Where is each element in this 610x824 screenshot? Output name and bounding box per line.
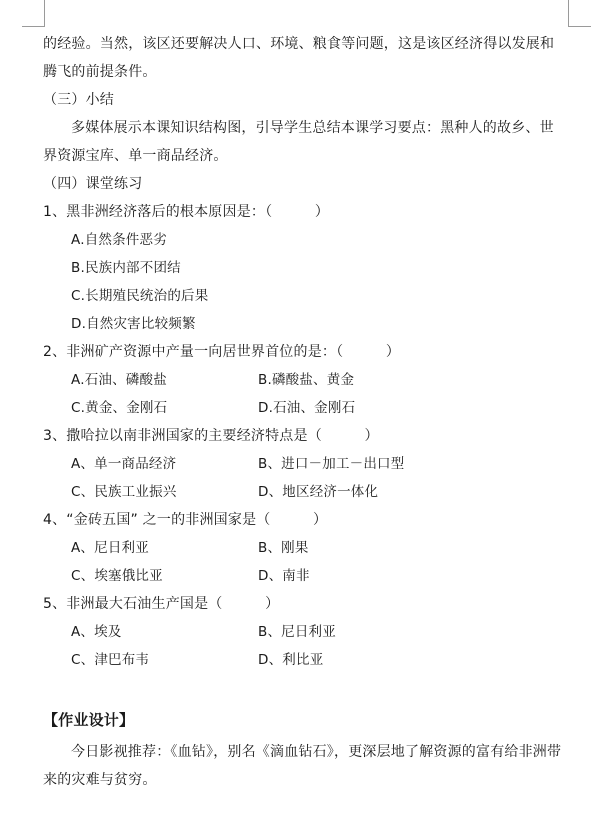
question-1-option-c: C.长期殖民统治的后果 — [71, 288, 209, 304]
question-4-stem: 4、“金砖五国” 之一的非洲国家是（ ） — [43, 512, 328, 528]
question-3-option-b: B、进口－加工－出口型 — [258, 456, 405, 472]
practice-heading: （四）课堂练习 — [43, 176, 143, 192]
question-4-option-c: C、埃塞俄比亚 — [71, 568, 163, 584]
intro-line-2: 腾飞的前提条件。 — [43, 64, 157, 80]
page-corner-mark-right — [568, 0, 591, 27]
question-3-option-c: C、民族工业振兴 — [71, 484, 177, 500]
question-3-option-d: D、地区经济一体化 — [258, 484, 379, 500]
question-2-option-b: B.磷酸盐、黄金 — [258, 372, 355, 388]
question-5-stem: 5、非洲最大石油生产国是（ ） — [43, 596, 280, 612]
question-1-stem: 1、黑非洲经济落后的根本原因是：（ ） — [43, 204, 330, 220]
question-5-option-b: B、尼日利亚 — [258, 624, 336, 640]
question-4-option-d: D、南非 — [258, 568, 310, 584]
question-3-option-a: A、单一商品经济 — [71, 456, 177, 472]
question-1-option-a: A.自然条件恶劣 — [71, 232, 167, 248]
summary-line-1: 多媒体展示本课知识结构图，引导学生总结本课学习要点：黑种人的故乡、世 — [71, 120, 554, 136]
homework-line-1: 今日影视推荐：《血钻》，别名《滴血钻石》，更深层地了解资源的富有给非洲带 — [71, 744, 562, 760]
summary-heading: （三）小结 — [43, 92, 114, 108]
question-4-option-a: A、尼日利亚 — [71, 540, 149, 556]
question-5-option-a: A、埃及 — [71, 624, 122, 640]
question-1-option-b: B.民族内部不团结 — [71, 260, 181, 276]
question-2-stem: 2、非洲矿产资源中产量一向居世界首位的是：（ ） — [43, 344, 401, 360]
question-2-option-a: A.石油、磷酸盐 — [71, 372, 167, 388]
question-3-stem: 3、撒哈拉以南非洲国家的主要经济特点是（ ） — [43, 428, 379, 444]
question-5-option-c: C、津巴布韦 — [71, 652, 150, 668]
question-1-option-d: D.自然灾害比较频繁 — [71, 316, 196, 332]
homework-heading: 【作业设计】 — [43, 711, 135, 729]
intro-line-1: 的经验。当然，该区还要解决人口、环境、粮食等问题，这是该区经济得以发展和 — [43, 36, 555, 52]
question-2-option-c: C.黄金、金刚石 — [71, 400, 168, 416]
question-4-option-b: B、刚果 — [258, 540, 309, 556]
page-corner-mark-left — [22, 0, 45, 27]
question-2-option-d: D.石油、金刚石 — [258, 400, 356, 416]
homework-line-2: 来的灾难与贫穷。 — [43, 772, 157, 788]
summary-line-2: 界资源宝库、单一商品经济。 — [43, 148, 228, 164]
question-5-option-d: D、利比亚 — [258, 652, 324, 668]
